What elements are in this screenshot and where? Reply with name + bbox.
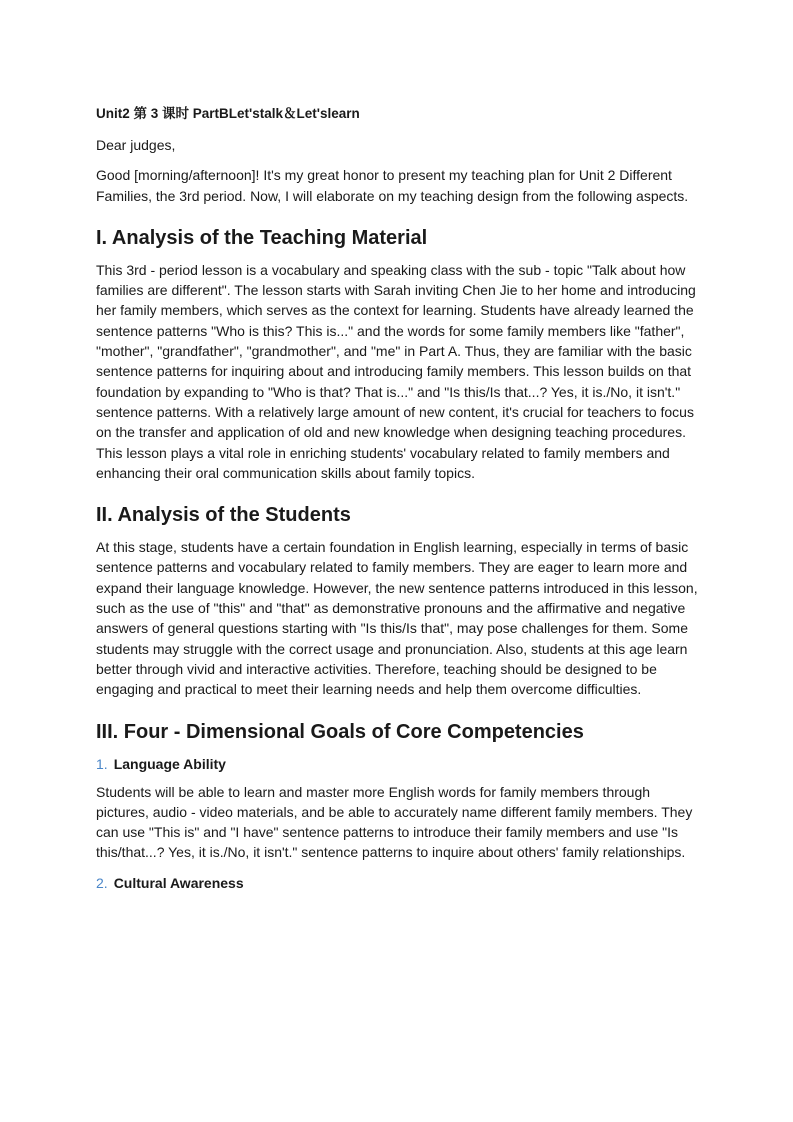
section-heading-students: II. Analysis of the Students [96,504,351,527]
subheading-label: Language Ability [113,755,226,772]
section-heading-core-competencies: III. Four - Dimensional Goals of Core Competencies [96,720,584,743]
list-number: 1. [96,755,108,772]
document-page [96,104,700,901]
subheading-cultural-awareness [96,873,700,893]
section-body-teaching-material: This 3rd - period lesson is a vocabulary and speaking class with the sub - topic "Talk about how families are different". The lesson starts with Sarah inviting Chen Jie to her home and introducing her family members, which serves as the context for learning. Students have already learned the sentence patterns "Who is this? This is..." and the words for some family members like "father", "mother", "grandfather", "grandmother", and "me" in Part A. Thus, they are familiar with the basic sentence patterns for inquiring about and introducing family members. This lesson builds on that foundation by expanding to "Who is that? That is..." and "Is this/Is that...? Yes, it is./No, it isn't." sentence patterns. With a relatively large amount of new content, it's crucial for teachers to focus on the transfer and application of old and new knowledge when designing teaching procedures. This lesson plays a vital role in enriching students' vocabulary related to family members and enhancing their oral communication skills about family topics. [96,261,696,481]
section-heading-teaching-material: I. Analysis of the Teaching Material [96,226,428,249]
language-ability-paragraph: Students will be able to learn and master more English words for family members through pictures, audio - video materials, and be able to accurately name different family members. They can use "This is" and "I have" sentence patterns to introduce their family members and use "Is this/that...? Yes, it is./No, it isn't." sentence patterns to inquire about others' family relationships. [96,783,693,861]
subheading-label: Cultural Awareness [113,874,244,891]
list-number: 2. [96,874,108,891]
intro-paragraph: Good [morning/afternoon]! It's my great honor to present my teaching plan for Unit 2 Different Families, the 3rd period. Now, I will elaborate on my teaching design from the following aspects. [96,167,689,204]
subheading-language-ability [96,754,700,774]
section-body-students: At this stage, students have a certain foundation in English learning, especially in terms of basic sentence patterns and vocabulary related to family members. They are eager to learn more and expand their language knowledge. However, the new sentence patterns introduced in this lesson, such as the use of "this" and "that" as demonstrative pronouns and the affirmative and negative answers of general questions starting with "Is this/Is that", may pose challenges for them. Some students may struggle with the correct usage and pronunciation. Also, students at this age learn better through vivid and interactive activities. Therefore, teaching should be designed to be engaging and practical to meet their learning needs and help them overcome difficulties. [96,539,698,698]
greeting: Dear judges, [96,137,176,153]
document-title: Unit2 第 3 课时 PartBLet'stalk＆Let'slearn [96,106,360,121]
